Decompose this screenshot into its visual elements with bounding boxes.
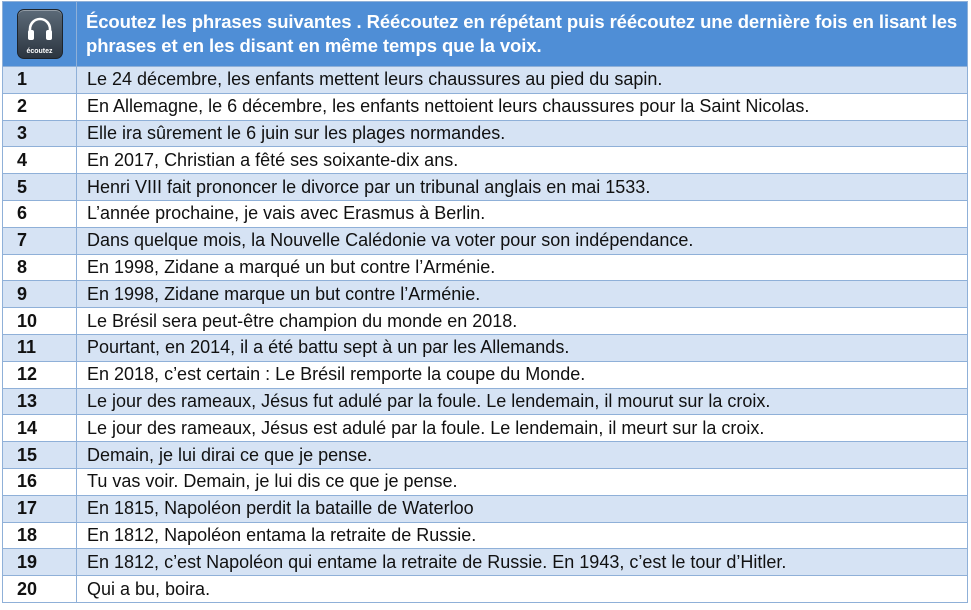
sentence-table bbox=[2, 1, 968, 603]
sentence-text: L’année prochaine, je vais avec Erasmus à Berlin. bbox=[77, 200, 968, 227]
table-row bbox=[3, 67, 968, 94]
table-row bbox=[3, 522, 968, 549]
sentence-text: Pourtant, en 2014, il a été battu sept à un par les Allemands. bbox=[77, 334, 968, 361]
row-number: 17 bbox=[3, 495, 77, 522]
table-row bbox=[3, 120, 968, 147]
row-number: 2 bbox=[3, 93, 77, 120]
sentence-text: En 2018, c’est certain : Le Brésil remporte la coupe du Monde. bbox=[77, 361, 968, 388]
table-row bbox=[3, 200, 968, 227]
sentence-text: Tu vas voir. Demain, je lui dis ce que je pense. bbox=[77, 468, 968, 495]
table-row bbox=[3, 361, 968, 388]
row-number: 16 bbox=[3, 468, 77, 495]
row-number: 12 bbox=[3, 361, 77, 388]
listen-button[interactable] bbox=[17, 9, 63, 59]
table-row bbox=[3, 334, 968, 361]
sentence-text: Le 24 décembre, les enfants mettent leurs chaussures au pied du sapin. bbox=[77, 67, 968, 94]
table-row bbox=[3, 495, 968, 522]
table-row bbox=[3, 576, 968, 603]
table-row bbox=[3, 147, 968, 174]
table-row bbox=[3, 281, 968, 308]
sentence-text: Le Brésil sera peut-être champion du monde en 2018. bbox=[77, 308, 968, 335]
sentence-text: Dans quelque mois, la Nouvelle Calédonie va voter pour son indépendance. bbox=[77, 227, 968, 254]
sentence-text: Qui a bu, boira. bbox=[77, 576, 968, 603]
row-number: 9 bbox=[3, 281, 77, 308]
sentence-text: En 1998, Zidane marque un but contre l’Arménie. bbox=[77, 281, 968, 308]
table-row bbox=[3, 549, 968, 576]
sentence-text: Henri VIII fait prononcer le divorce par un tribunal anglais en mai 1533. bbox=[77, 174, 968, 201]
row-number: 13 bbox=[3, 388, 77, 415]
header-row bbox=[3, 2, 968, 67]
instruction-text: Écoutez les phrases suivantes . Réécoutez en répétant puis réécoutez une dernière fois en lisant les phrases et en les disant en même temps que la voix. bbox=[77, 2, 968, 67]
row-number: 6 bbox=[3, 200, 77, 227]
row-number: 8 bbox=[3, 254, 77, 281]
sentence-text: Le jour des rameaux, Jésus est adulé par la foule. Le lendemain, il meurt sur la croix. bbox=[77, 415, 968, 442]
row-number: 10 bbox=[3, 308, 77, 335]
table-row bbox=[3, 415, 968, 442]
headphones-icon bbox=[26, 15, 54, 43]
row-number: 14 bbox=[3, 415, 77, 442]
sentence-text: En Allemagne, le 6 décembre, les enfants nettoient leurs chaussures pour la Saint Nicolas. bbox=[77, 93, 968, 120]
table-row bbox=[3, 174, 968, 201]
table-row bbox=[3, 93, 968, 120]
row-number: 5 bbox=[3, 174, 77, 201]
row-number: 4 bbox=[3, 147, 77, 174]
listen-label: écoutez bbox=[26, 48, 53, 55]
row-number: 3 bbox=[3, 120, 77, 147]
sentence-text: Elle ira sûrement le 6 juin sur les plages normandes. bbox=[77, 120, 968, 147]
table-row bbox=[3, 388, 968, 415]
table-row bbox=[3, 308, 968, 335]
sentence-text: En 1812, Napoléon entama la retraite de Russie. bbox=[77, 522, 968, 549]
row-number: 15 bbox=[3, 442, 77, 469]
sentence-text: Le jour des rameaux, Jésus fut adulé par la foule. Le lendemain, il mourut sur la croix. bbox=[77, 388, 968, 415]
row-number: 19 bbox=[3, 549, 77, 576]
table-row bbox=[3, 254, 968, 281]
table-row bbox=[3, 442, 968, 469]
icon-cell bbox=[3, 2, 77, 67]
row-number: 18 bbox=[3, 522, 77, 549]
row-number: 7 bbox=[3, 227, 77, 254]
row-number: 11 bbox=[3, 334, 77, 361]
table-row bbox=[3, 468, 968, 495]
table-row bbox=[3, 227, 968, 254]
sentence-text: Demain, je lui dirai ce que je pense. bbox=[77, 442, 968, 469]
sentence-text: En 2017, Christian a fêté ses soixante-dix ans. bbox=[77, 147, 968, 174]
sentence-text: En 1998, Zidane a marqué un but contre l’Arménie. bbox=[77, 254, 968, 281]
sentence-text: En 1812, c’est Napoléon qui entame la retraite de Russie. En 1943, c’est le tour d’Hitler. bbox=[77, 549, 968, 576]
row-number: 20 bbox=[3, 576, 77, 603]
sentence-text: En 1815, Napoléon perdit la bataille de Waterloo bbox=[77, 495, 968, 522]
row-number: 1 bbox=[3, 67, 77, 94]
table-body bbox=[3, 2, 968, 603]
